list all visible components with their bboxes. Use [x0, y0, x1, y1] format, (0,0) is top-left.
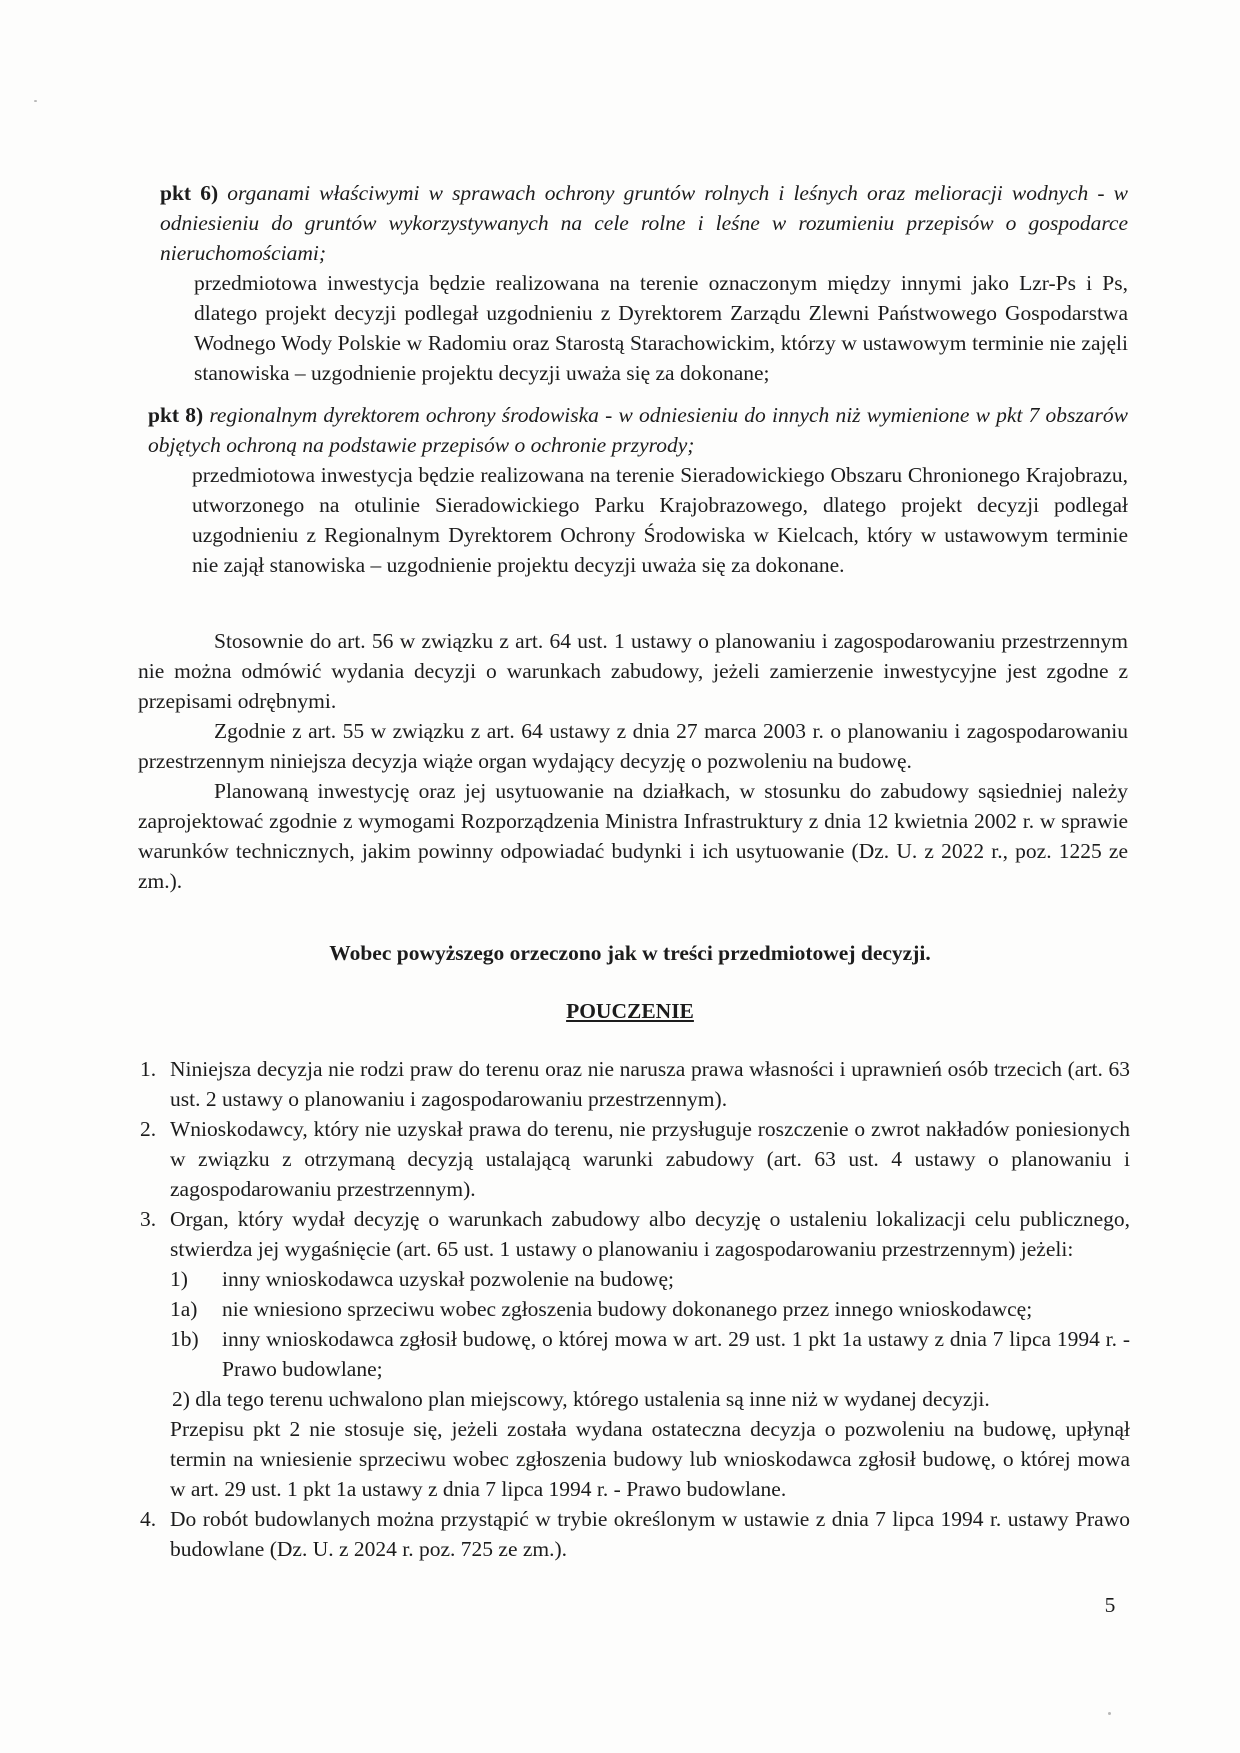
list-item-text: Wnioskodawcy, który nie uzyskał prawa do terenu, nie przysługuje roszczenie o zwrot nakładów poniesionych w związku z otrzymaną decyzją ustalającą warunki zabudowy (art. 63 ust. 4 ustawy o planowaniu i zagospodarowaniu przestrzennym).	[170, 1117, 1130, 1201]
pkt6-label: pkt 6)	[160, 181, 219, 205]
list-item-text: Organ, który wydał decyzję o warunkach zabudowy albo decyzję o ustaleniu lokalizacji celu publicznego, stwierdza jej wygaśnięcie (art. 65 ust. 1 ustawy o planowaniu i zagospodarowaniu przestrzennym) jeżeli:	[170, 1207, 1130, 1261]
pkt6-body	[160, 268, 1128, 388]
list-item	[140, 1504, 1130, 1564]
scan-speck	[1108, 1712, 1111, 1715]
item3-point2: 2) dla tego terenu uchwalono plan miejscowy, którego ustalenia są inne niż w wydanej decyzji.	[172, 1387, 990, 1411]
sub-item-text: nie wniesiono sprzeciwu wobec zgłoszenia budowy dokonanego przez innego wnioskodawcę;	[222, 1297, 1033, 1321]
sub-item-number: 1b)	[170, 1327, 199, 1351]
sub-item-text: inny wnioskodawca uzyskał pozwolenie na budowę;	[222, 1267, 674, 1291]
pkt6-section	[160, 178, 1128, 388]
pkt8-italic-text: regionalnym dyrektorem ochrony środowiska - w odniesieniu do innych niż wymienione w pkt 7 obszarów objętych ochroną na podstawie przepisów o ochronie przyrody;	[148, 403, 1128, 457]
list-item	[140, 1204, 1130, 1504]
page-number: 5	[1104, 1593, 1116, 1617]
pkt6-italic-text: organami właściwymi w sprawach ochrony gruntów rolnych i leśnych oraz melioracji wodnych - w odniesieniu do gruntów wykorzystywanych na cele rolne i leśne w rozumieniu przepisów o gospodarce nieruchomościami;	[160, 181, 1129, 265]
list-item	[140, 1114, 1130, 1204]
item3-tail: Przepisu pkt 2 nie stosuje się, jeżeli została wydana ostateczna decyzja o pozwoleniu na budowę, upłynął termin na wniesienie sprzeciwu wobec zgłoszenia budowy lub wnioskodawca zgłosił budowę, o której mowa w art. 29 ust. 1 pkt 1a ustawy z dnia 7 lipca 1994 r. - Prawo budowlane.	[170, 1417, 1130, 1501]
pkt8-body-text: przedmiotowa inwestycja będzie realizowana na terenie Sieradowickiego Obszaru Chronionego Krajobrazu, utworzonego na otulinie Sieradowickiego Parku Krajobrazowego, dlatego projekt decyzji podlegał uzgodnieniu z Regionalnym Dyrektorem Ochrony Środowiska w Kielcach, który w ustawowym terminie nie zajął stanowiska – uzgodnienie projektu decyzji uważa się za dokonane.	[192, 463, 1128, 577]
sub-item-number: 1)	[170, 1267, 188, 1291]
list-item-number: 1.	[140, 1057, 157, 1081]
sub-item-number: 1a)	[170, 1297, 198, 1321]
sub-item-text: inny wnioskodawca zgłosił budowę, o której mowa w art. 29 ust. 1 pkt 1a ustawy z dnia 7 lipca 1994 r. - Prawo budowlane;	[222, 1327, 1130, 1381]
sub-item	[170, 1324, 1130, 1384]
pkt6-body-text: przedmiotowa inwestycja będzie realizowana na terenie oznaczonym między innymi jako Lzr-Ps i Ps, dlatego projekt decyzji podlegał uzgodnieniu z Dyrektorem Zarządu Zlewni Państwowego Gospodarstwa Wodnego Wody Polskie w Radomiu oraz Starostą Starachowickim, którzy w ustawowym terminie nie zajęli stanowiska – uzgodnienie projektu decyzji uważa się za dokonane;	[194, 271, 1128, 385]
pkt8-definition	[148, 400, 1128, 460]
justification-paragraphs	[138, 626, 1128, 896]
list-item-number: 2.	[140, 1117, 157, 1141]
list-item-number: 4.	[140, 1507, 157, 1531]
pkt6-definition	[160, 178, 1128, 268]
list-item-text: Niniejsza decyzja nie rodzi praw do terenu oraz nie narusza prawa własności i uprawnień osób trzecich (art. 63 ust. 2 ustawy o planowaniu i zagospodarowaniu przestrzennym).	[170, 1057, 1130, 1111]
conclusion-text: Wobec powyższego orzeczono jak w treści przedmiotowej decyzji.	[329, 941, 931, 965]
scan-speck	[34, 100, 37, 102]
list-item	[140, 1054, 1130, 1114]
pkt8-body	[148, 460, 1128, 580]
paragraph: Stosownie do art. 56 w związku z art. 64 ust. 1 ustawy o planowaniu i zagospodarowaniu przestrzennym nie można odmówić wydania decyzji o warunkach zabudowy, jeżeli zamierzenie inwestycyjne jest zgodne z przepisami odrębnymi.	[138, 629, 1128, 713]
paragraph: Planowaną inwestycję oraz jej usytuowanie na działkach, w stosunku do zabudowy sąsiedniej należy zaprojektować zgodnie z wymogami Rozporządzenia Ministra Infrastruktury z dnia 12 kwietnia 2002 r. w sprawie warunków technicznych, jakim powinny odpowiadać budynki i ich usytuowanie (Dz. U. z 2022 r., poz. 1225 ze zm.).	[138, 779, 1128, 893]
pouczenie-heading: POUCZENIE	[566, 999, 694, 1023]
pkt8-label: pkt 8)	[148, 403, 204, 427]
pkt8-section	[148, 400, 1128, 580]
sub-item	[170, 1264, 1130, 1294]
list-item-number: 3.	[140, 1207, 157, 1231]
paragraph: Zgodnie z art. 55 w związku z art. 64 ustawy z dnia 27 marca 2003 r. o planowaniu i zagospodarowaniu przestrzennym niniejsza decyzja wiąże organ wydający decyzję o pozwoleniu na budowę.	[138, 719, 1128, 773]
instruction-list	[140, 1054, 1130, 1564]
sub-item	[170, 1294, 1130, 1324]
list-item-text: Do robót budowlanych można przystąpić w trybie określonym w ustawie z dnia 7 lipca 1994 r. ustawy Prawo budowlane (Dz. U. z 2024 r. poz. 725 ze zm.).	[170, 1507, 1130, 1561]
